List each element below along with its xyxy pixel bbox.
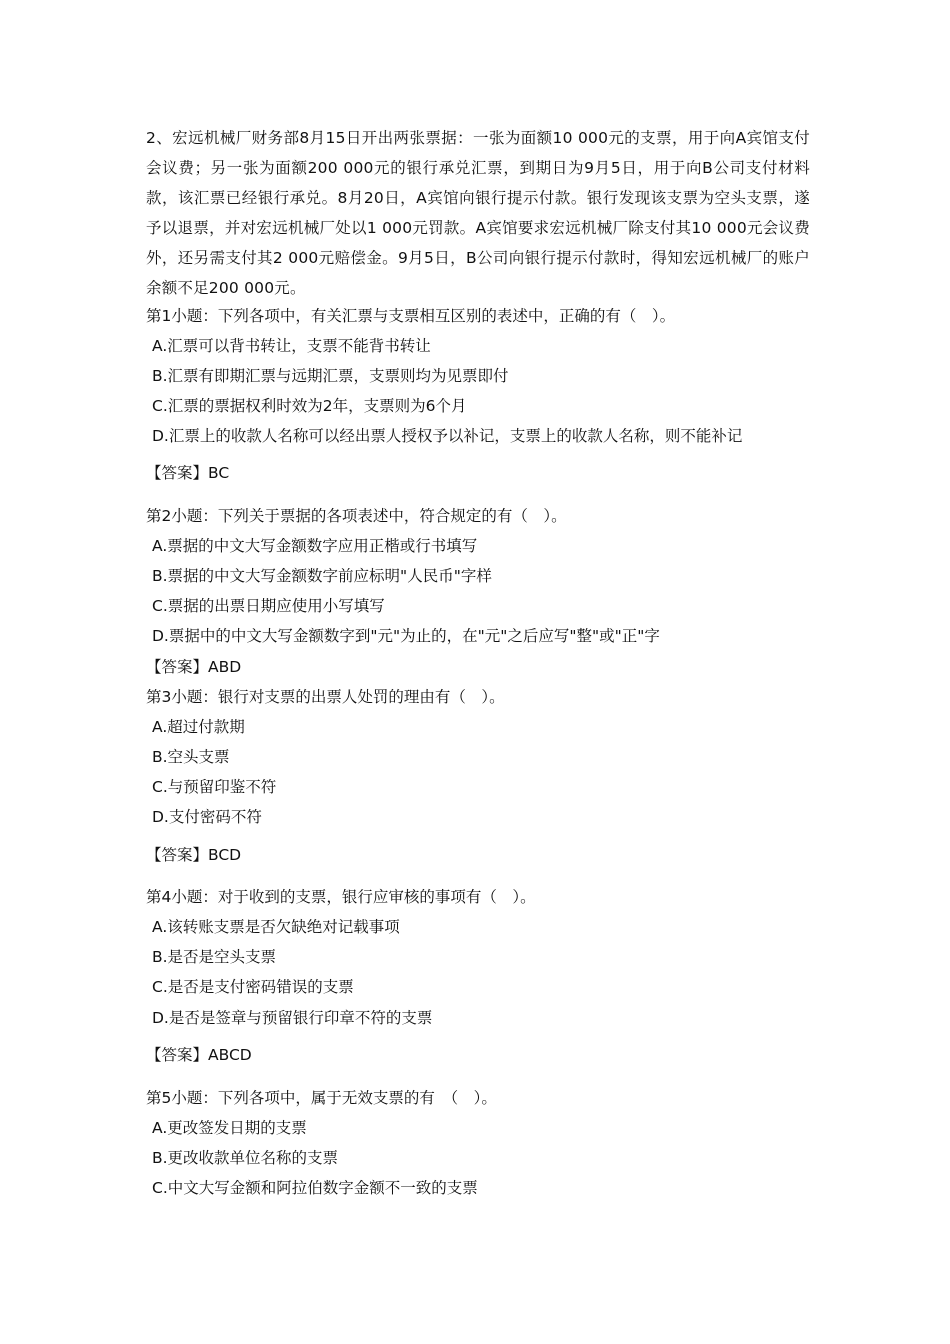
question-3-option-d: D.支付密码不符: [152, 808, 262, 826]
question-1-stem: 第1小题：下列各项中，有关汇票与支票相互区别的表述中，正确的有（ ）。: [146, 307, 676, 325]
question-5-stem: 第5小题：下列各项中，属于无效支票的有 （ ）。: [146, 1089, 497, 1107]
question-4-option-d: D.是否是签章与预留银行印章不符的支票: [152, 1009, 433, 1027]
question-3-stem: 第3小题：银行对支票的出票人处罚的理由有（ ）。: [146, 688, 505, 706]
question-1-option-a: A.汇票可以背书转让，支票不能背书转让: [152, 337, 431, 355]
question-2-answer: 【答案】ABD: [146, 658, 242, 676]
question-1-answer: 【答案】BC: [146, 464, 230, 482]
question-4-option-b: B.是否是空头支票: [152, 948, 277, 966]
question-5-option-a: A.更改签发日期的支票: [152, 1119, 307, 1137]
case-intro-paragraph: 2、宏远机械厂财务部8月15日开出两张票据：一张为面额10 000元的支票，用于向A宾馆支付会议费；另一张为面额200 000元的银行承兑汇票，到期日为9月5日，用于向B公司支付材料款，该汇票已经银行承兑。8月20日，A宾馆向银行提示付款。银行发现该支票为空头支票，遂予以退票，并对宏远机械厂处以1 000元罚款。A宾馆要求宏远机械厂除支付其10 000元会议费外，还另需支付其2 000元赔偿金。9月5日，B公司向银行提示付款时，得知宏远机械厂的账户余额不足200 000元。: [146, 129, 810, 297]
question-1-option-b: B.汇票有即期汇票与远期汇票，支票则均为见票即付: [152, 367, 509, 385]
question-1-option-d: D.汇票上的收款人名称可以经出票人授权予以补记，支票上的收款人名称，则不能补记: [152, 427, 743, 445]
question-2-stem: 第2小题：下列关于票据的各项表述中，符合规定的有（ ）。: [146, 507, 567, 525]
question-3-option-a: A.超过付款期: [152, 718, 245, 736]
question-2-option-c: C.票据的出票日期应使用小写填写: [152, 597, 385, 615]
question-4-option-c: C.是否是支付密码错误的支票: [152, 978, 354, 996]
question-4-answer: 【答案】ABCD: [146, 1046, 252, 1064]
question-5-option-c: C.中文大写金额和阿拉伯数字金额不一致的支票: [152, 1179, 478, 1197]
question-5-option-b: B.更改收款单位名称的支票: [152, 1149, 339, 1167]
question-2-option-a: A.票据的中文大写金额数字应用正楷或行书填写: [152, 537, 478, 555]
question-3-option-b: B.空头支票: [152, 748, 230, 766]
question-2-option-b: B.票据的中文大写金额数字前应标明"人民币"字样: [152, 567, 492, 585]
question-4-stem: 第4小题：对于收到的支票，银行应审核的事项有（ ）。: [146, 888, 536, 906]
question-1-option-c: C.汇票的票据权利时效为2年，支票则为6个月: [152, 397, 467, 415]
question-2-option-d: D.票据中的中文大写金额数字到"元"为止的，在"元"之后应写"整"或"正"字: [152, 627, 660, 645]
question-4-option-a: A.该转账支票是否欠缺绝对记载事项: [152, 918, 400, 936]
question-3-answer: 【答案】BCD: [146, 846, 242, 864]
question-3-option-c: C.与预留印鉴不符: [152, 778, 277, 796]
